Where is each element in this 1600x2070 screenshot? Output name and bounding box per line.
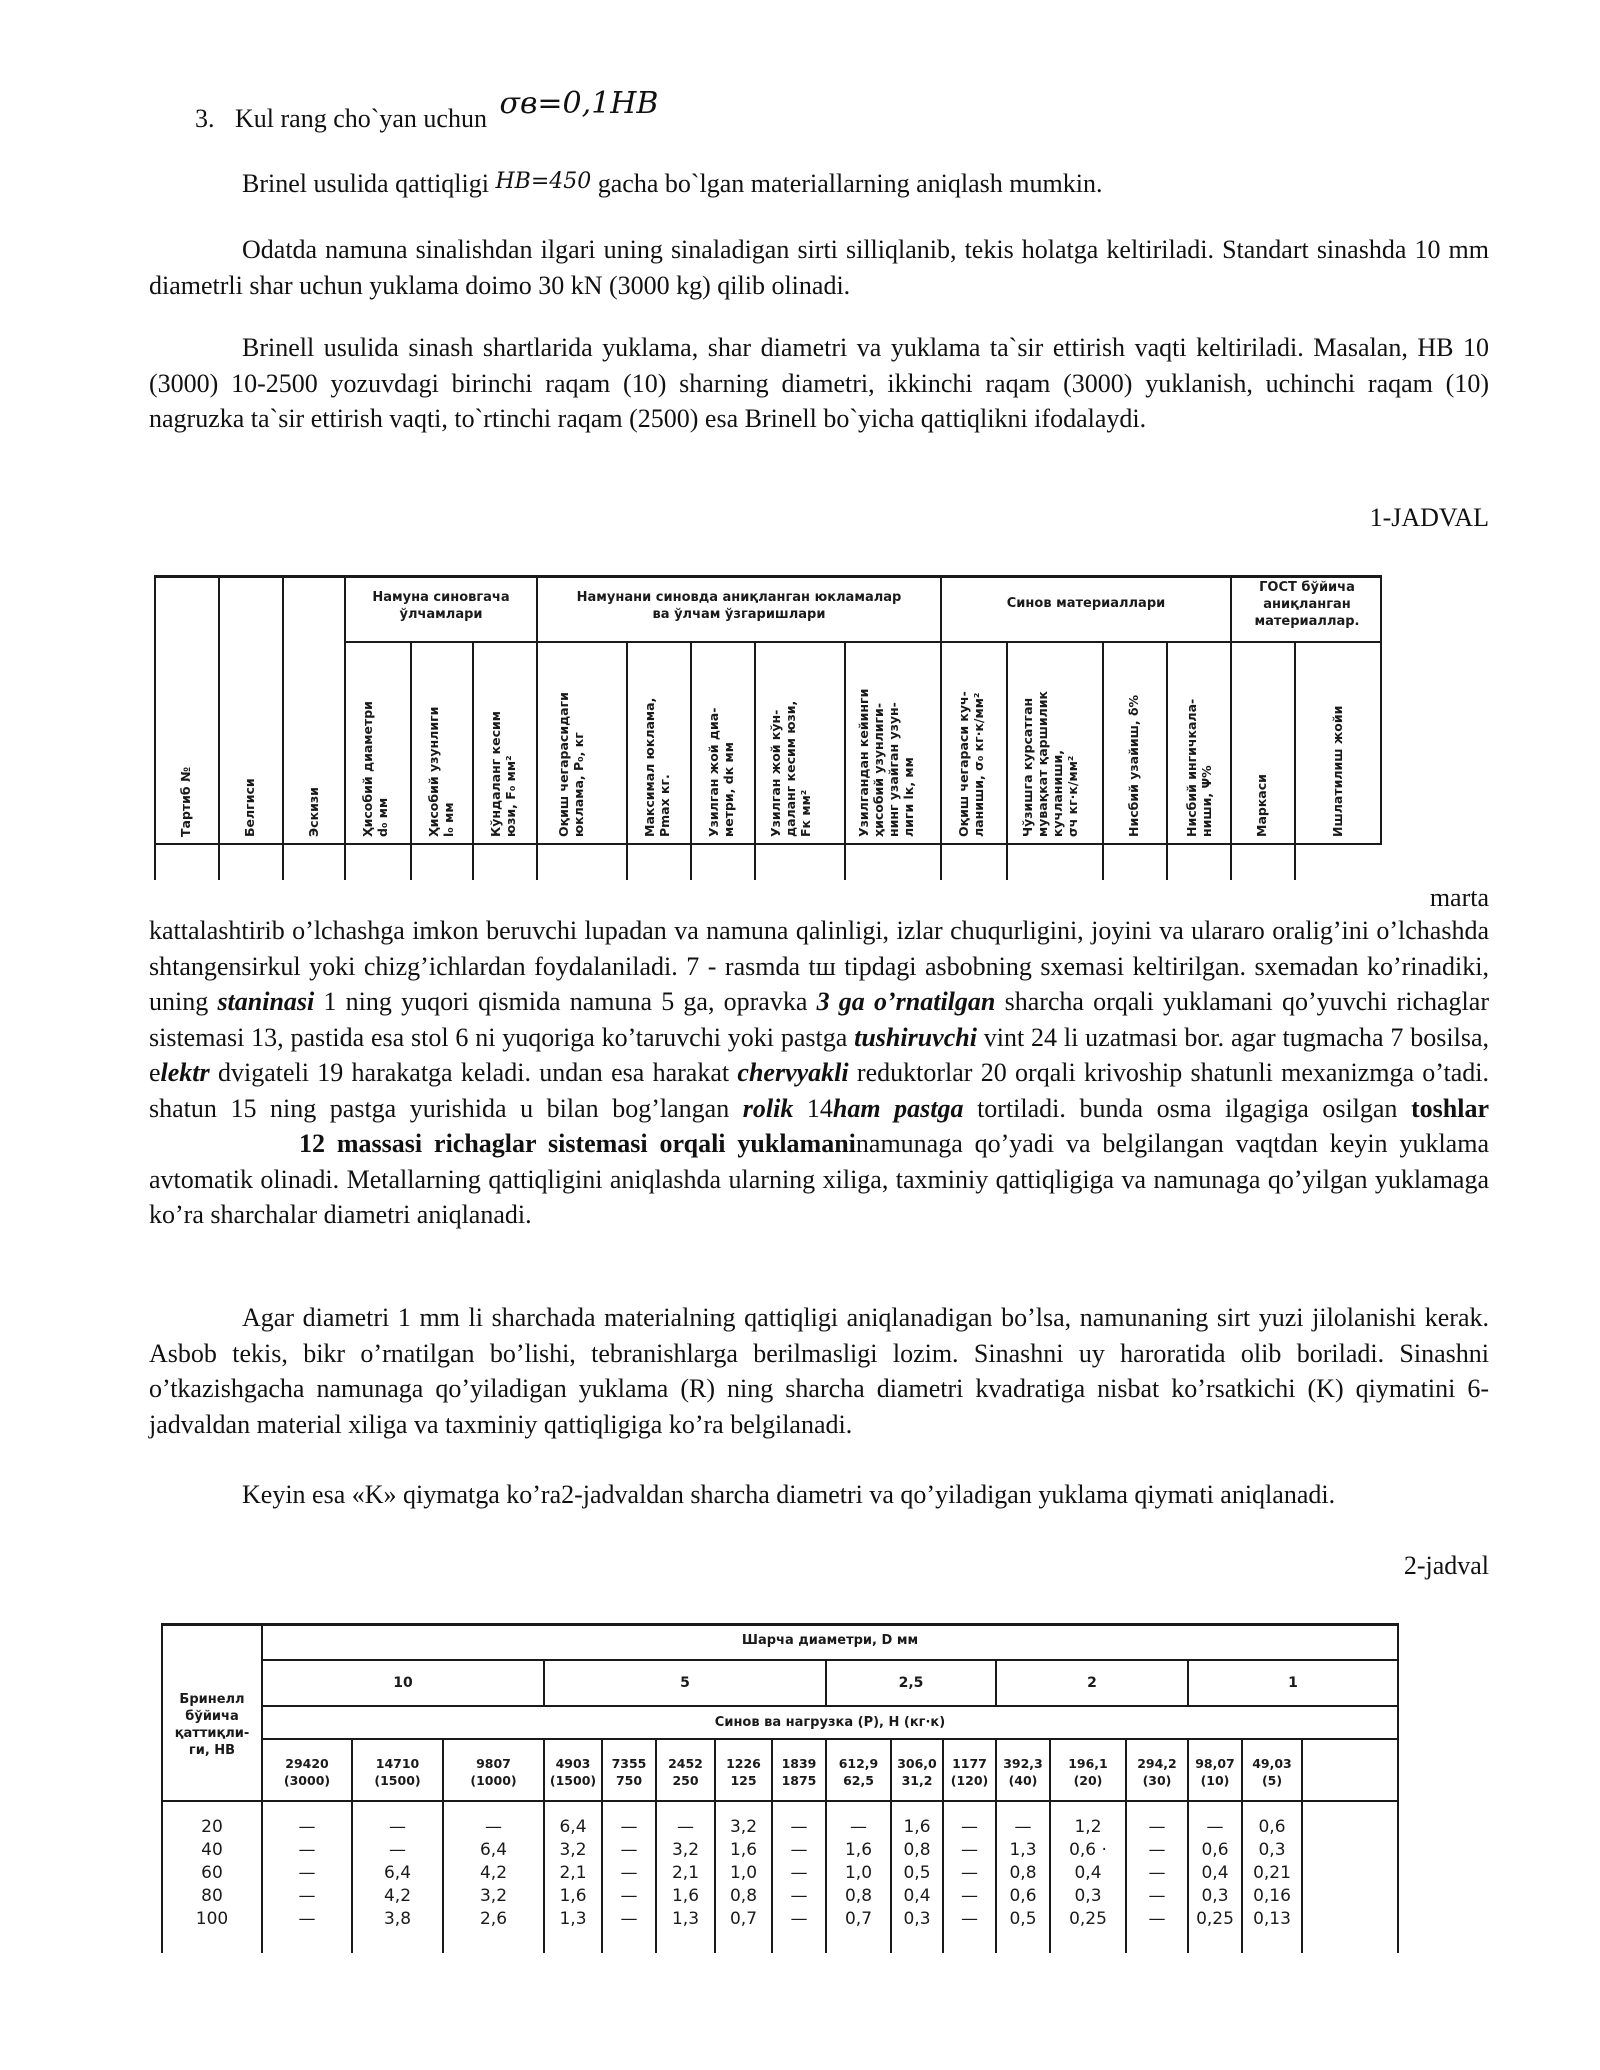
table-1-caption: 1-JADVAL bbox=[1369, 503, 1489, 532]
t1-col-delta: Нисбий узайиш, δ% bbox=[1126, 694, 1141, 837]
t2-load-1: 14710 (1500) bbox=[374, 1756, 421, 1788]
t2-load-12: 196,1 (20) bbox=[1068, 1756, 1108, 1788]
t1-group-test: Синов материаллари bbox=[1006, 596, 1166, 611]
t2-col-7: — — — — — bbox=[790, 1817, 808, 1929]
t2-col-15: 0,6 0,3 0,21 0,16 0,13 bbox=[1253, 1817, 1291, 1929]
t2-diameter-header: Шарча диаметри, D мм bbox=[741, 1633, 919, 1648]
t2-diameter-10: 10 bbox=[393, 1675, 413, 1691]
t1-group-loads: Намунани синовда аниқланган юкламалар ва ўлчам ўзгаришлари bbox=[576, 590, 902, 622]
item-3-text: Kul rang cho`yan uchun bbox=[235, 104, 487, 133]
t2-load-header: Синов ва нагрузка (P), Н (кг·к) bbox=[714, 1715, 946, 1730]
table-1 bbox=[154, 575, 1382, 880]
t2-load-8: 612,9 62,5 bbox=[838, 1756, 879, 1788]
t2-col-6: 3,2 1,6 1,0 0,8 0,7 bbox=[729, 1817, 758, 1929]
t1-col-mark: Белгиси bbox=[242, 778, 257, 837]
paragraph-keyin: Keyin esa «K» qiymatga ko’ra2-jadvaldan sharcha diametri va qo’yiladigan yuklama qiymati aniqlanadi. bbox=[242, 1480, 1336, 1509]
t1-col-dk: Узилган жой диа- метри, dк мм bbox=[706, 707, 736, 837]
t2-load-2: 9807 (1000) bbox=[470, 1756, 517, 1788]
t1-col-sketch: Эскизи bbox=[306, 787, 321, 837]
brinel-post: gacha bo`lgan materiallarning aniqlash mumkin. bbox=[597, 169, 1103, 198]
t2-col-8: — 1,6 1,0 0,8 0,7 bbox=[844, 1817, 873, 1929]
t2-col-3: 6,4 3,2 2,1 1,6 1,3 bbox=[559, 1817, 587, 1929]
t2-col-11: — 1,3 0,8 0,6 0,5 bbox=[1009, 1817, 1037, 1929]
brinel-formula: HB=450 bbox=[495, 169, 592, 194]
t2-col-4: — — — — — bbox=[620, 1817, 638, 1929]
t2-diameter-2-5: 2,5 bbox=[898, 1675, 924, 1691]
t2-load-7: 1839 1875 bbox=[781, 1756, 817, 1788]
t2-load-0: 29420 (3000) bbox=[283, 1756, 331, 1788]
t1-group-gost: ГОСТ бўйича аниқланган материаллар. bbox=[1254, 580, 1360, 629]
t1-col-order: Тартиб № bbox=[178, 766, 193, 837]
table-2-caption: 2-jadval bbox=[1403, 1551, 1489, 1580]
paragraph-agar: Agar diametri 1 mm li sharchada materialning qattiqligi aniqlanadigan bo’lsa, namunaning sirt yuzi jilolanishi kerak. Asbob tekis, bikr o’rnatilgan bo’lishi, tebranishlarga berilmasligi lozim. Sinashni uy haroratida olib boriladi. Sinashni o’tkazishgacha namunaga qo’yiladigan yuklama (R) ning sharcha diametri kvadratiga nisbat ko’rsatkichi (K) qiymatini 6-jadvaldan material xiliga va taxminiy qattiqligiga ko’ra belgilanadi. bbox=[149, 1303, 1489, 1439]
t2-load-6: 1226 125 bbox=[726, 1756, 761, 1788]
t1-col-psi: Нисбий ингичкала- ниши, Ψ% bbox=[1184, 698, 1214, 837]
t2-col-12: 1,2 0,6 · 0,4 0,3 0,25 bbox=[1069, 1817, 1107, 1929]
t1-col-grade: Маркаси bbox=[1254, 774, 1269, 837]
t2-load-13: 294,2 (30) bbox=[1137, 1756, 1177, 1788]
item-3-formula: σв=0,1HB bbox=[499, 86, 659, 121]
t2-load-9: 306,0 31,2 bbox=[897, 1756, 937, 1788]
t1-col-sigma0: Оқиш чегараси куч- ланиши, σ₀ кг·к/мм² bbox=[956, 691, 986, 837]
t2-col-10: — — — — — bbox=[961, 1817, 978, 1929]
brinel-line bbox=[242, 166, 1342, 204]
t1-col-lk: Узилгандан кейинги ҳисобий узунлиги- нинг узайган узун- лиги lк, мм bbox=[856, 688, 916, 837]
t2-hb-header: Бринелл бўйича қаттиқли- ги, HB bbox=[174, 1692, 250, 1758]
t1-col-sigmach: Чўзишга курсатган мувақкат қаршилик кучланиши, σч кг·к/мм² bbox=[1020, 690, 1080, 837]
item-3-line bbox=[195, 86, 895, 137]
t2-diameter-2: 2 bbox=[1087, 1675, 1097, 1691]
t2-col-13: — — — — — bbox=[1148, 1817, 1166, 1929]
brinel-pre: Brinel usulida qattiqligi bbox=[242, 169, 489, 198]
t2-load-5: 2452 250 bbox=[668, 1756, 703, 1788]
t2-col-14: — 0,6 0,4 0,3 0,25 bbox=[1196, 1817, 1234, 1929]
t2-diameter-1: 1 bbox=[1288, 1675, 1298, 1691]
paragraph-odatda: Odatda namuna sinalishdan ilgari uning sinaladigan sirti silliqlanib, tekis holatga keltiriladi. Standart sinashda 10 mm diametrli shar uchun yuklama doimo 30 kN (3000 kg) qilib olinadi. bbox=[149, 235, 1489, 300]
t2-col-5: — 3,2 2,1 1,6 1,3 bbox=[671, 1817, 700, 1929]
t1-col-pmax: Максимал юклама, Pmax кг. bbox=[642, 697, 672, 837]
t2-col-1: — — 6,4 4,2 3,8 bbox=[383, 1817, 412, 1929]
t1-group-sizes: Намуна синовгача ўлчамлари bbox=[372, 590, 510, 622]
t2-col-9: 1,6 0,8 0,5 0,4 0,3 bbox=[903, 1817, 931, 1929]
t1-col-usage: Ишлатилиш жойи bbox=[1330, 705, 1345, 837]
t1-col-fk: Узилган жой кўн- даланг кесим юзи, Fк мм² bbox=[768, 700, 813, 837]
t2-load-10: 1177 (120) bbox=[950, 1756, 989, 1788]
t2-load-3: 4903 (1500) bbox=[549, 1756, 597, 1788]
t2-col-2: — 6,4 4,2 3,2 2,6 bbox=[479, 1817, 508, 1929]
t2-col-0: — — — — — bbox=[298, 1817, 316, 1929]
t1-col-f0: Кўндаланг кесим юзи, F₀ мм² bbox=[488, 711, 518, 837]
paragraph-brinell: Brinell usulida sinash shartlarida yuklama, shar diametri va yuklama ta`sir ettirish vaqti keltiriladi. Masalan, HB 10 (3000) 10-2500 yozuvdagi birinchi raqam (10) sharning diametri, ikkinchi raqam (3000) yuklanish, uchinchi raqam (10) nagruzka ta`sir ettirish vaqti, to`rtinchi raqam (2500) esa Brinell bo`yicha qattiqlikni ifodalaydi. bbox=[149, 333, 1489, 433]
paragraph-device: kattalashtirib o’lchashga imkon beruvchi lupadan va namuna qalinligi, izlar chuqurligini, joyini va ulararo oralig’ini o’lchashda shtangensirkul yoki chizg’ichlardan foydalaniladi. 7 - rasmda tш tipdagi asbobning sxemasi keltirilgan. sxemadan ko’rinadiki, uning staninasi 1 ning yuqori qismida namuna 5 ga, opravka 3 ga o’rnatilgan sharcha orqali yuklamani qo’yuvchi richaglar sistemasi 13, pastida esa stol 6 ni yuqoriga ko’taruvchi yoki pastga tushiruvchi vint 24 li uzatmasi bor. agar tugmacha 7 bosilsa, elektr dvigateli 19 harakatga keladi. undan esa harakat chervyakli reduktorlar 20 orqali krivoship shatunli mexanizmga o’tadi. shatun 15 ning pastga yurishida u bilan bog’langan rolik 14ham pastga tortiladi. bunda osma ilgagiga osilgan toshlar12 massasi richaglar sistemasi orqali yuklamaninamunaga qo’yadi va belgilangan vaqtdan keyin yuklama avtomatik olinadi. Metallarning qattiqligini aniqlashda ularning xiliga, taxminiy qattiqligiga va namunaga qo’yilgan yuklamaga ko’ra sharchalar diametri aniqlanadi. bbox=[149, 916, 1489, 1229]
t2-load-11: 392,3 (40) bbox=[1003, 1756, 1043, 1788]
t2-load-4: 7355 750 bbox=[611, 1756, 647, 1788]
table-2 bbox=[161, 1623, 1399, 1953]
t2-hb-values: 20 40 60 80 100 bbox=[195, 1817, 229, 1929]
item-3-number: 3. bbox=[195, 104, 215, 133]
t2-load-14: 98,07 (10) bbox=[1195, 1756, 1235, 1788]
t1-col-l0: Ҳисобий узунлиги l₀ мм bbox=[426, 706, 456, 837]
t1-col-d0: Ҳисобий диаметри d₀ мм bbox=[360, 701, 390, 837]
t1-col-p0: Оқиш чегарасидаги юклама, P₀, кг bbox=[556, 692, 586, 837]
t2-load-15: 49,03 (5) bbox=[1252, 1756, 1292, 1788]
marta-word: marta bbox=[1429, 883, 1489, 912]
t2-diameter-5: 5 bbox=[680, 1675, 690, 1691]
